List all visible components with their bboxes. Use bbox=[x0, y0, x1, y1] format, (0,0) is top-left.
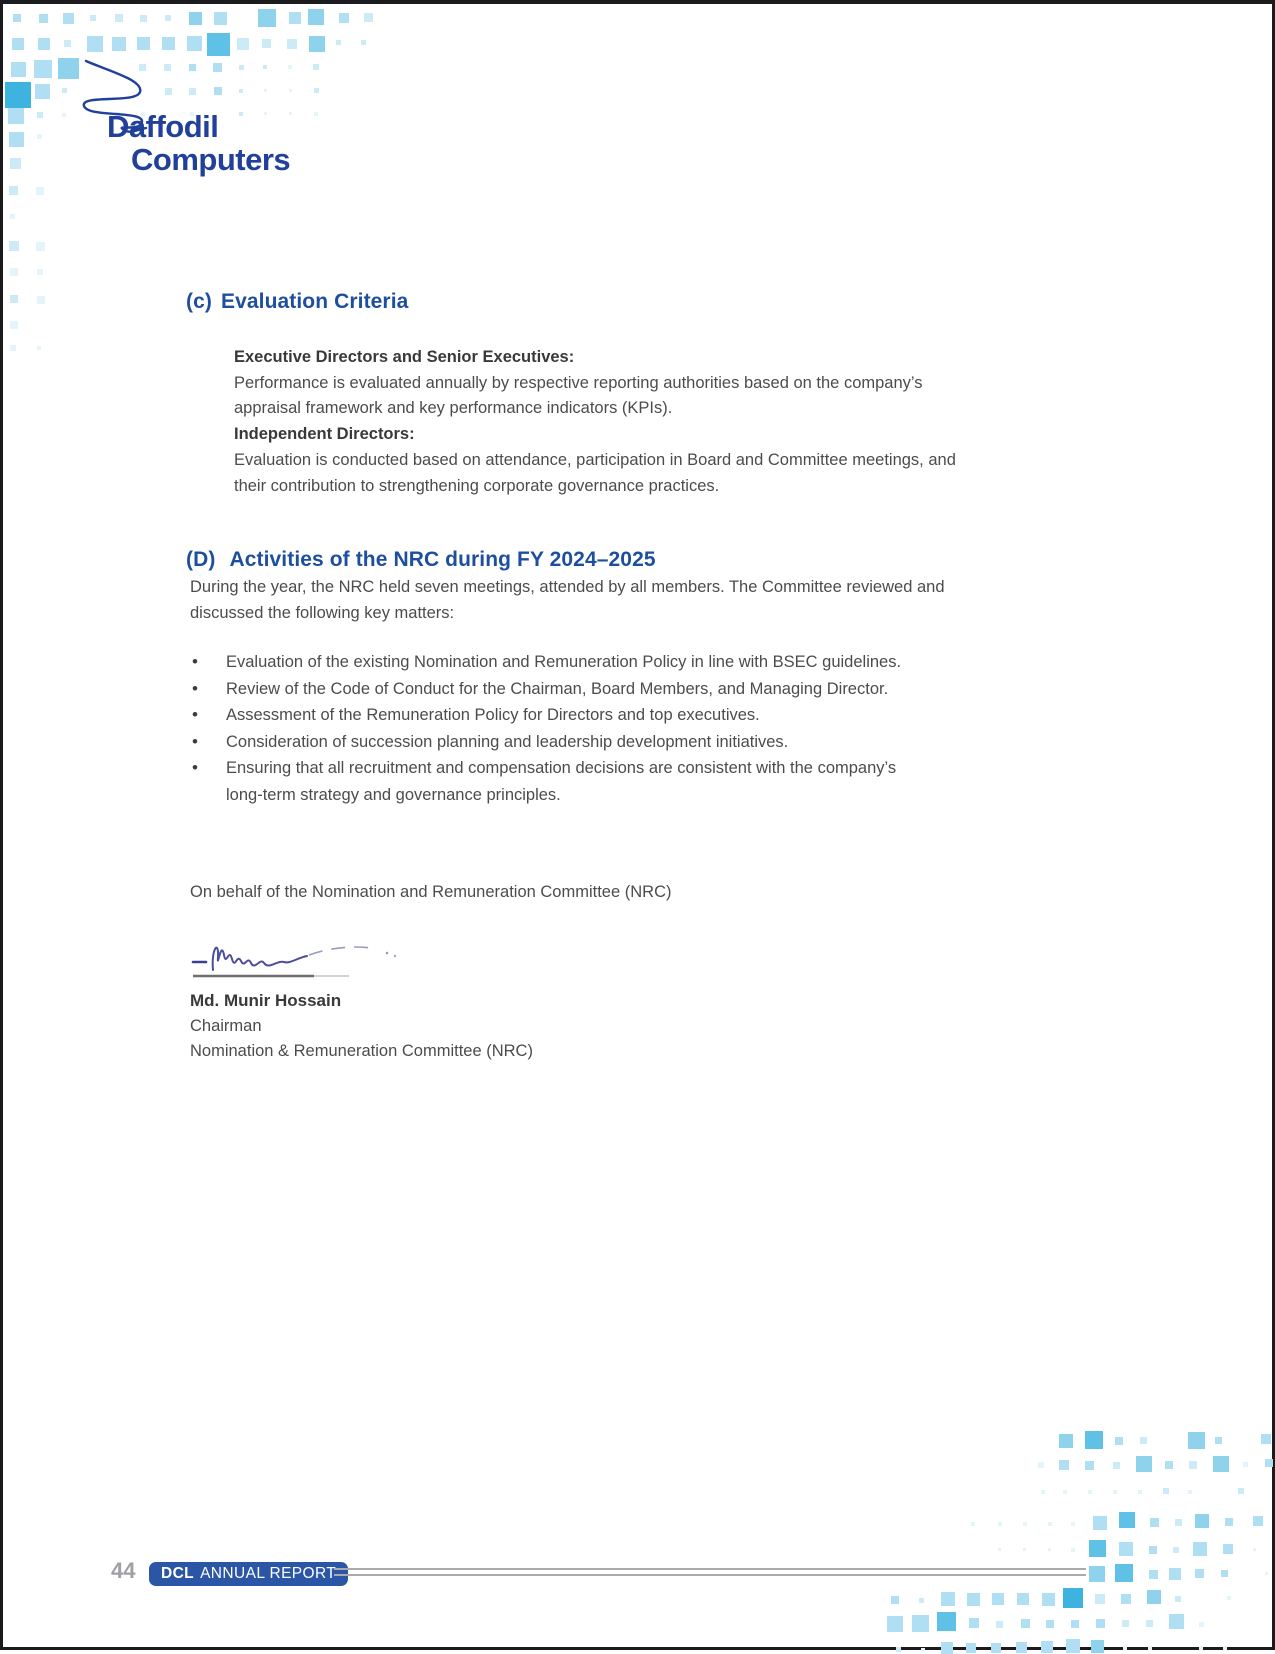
section-d-label: (D) bbox=[186, 548, 216, 571]
section-d-heading bbox=[186, 548, 656, 572]
list-item: • Consideration of succession planning and leadership development initiatives. bbox=[190, 729, 1020, 756]
signatory-title: Chairman bbox=[190, 1016, 262, 1035]
badge-dcl: DCL bbox=[161, 1565, 195, 1582]
on-behalf-line: On behalf of the Nomination and Remuneration Committee (NRC) bbox=[190, 883, 672, 901]
signatory-block bbox=[190, 988, 533, 1065]
exec-directors-heading: Executive Directors and Senior Executives: bbox=[234, 348, 575, 366]
report-title-badge bbox=[149, 1562, 348, 1586]
list-item-line2: long-term strategy and governance principles. bbox=[226, 785, 561, 804]
list-item-line1: • Ensuring that all recruitment and compensation decisions are consistent with the company’s bbox=[226, 759, 897, 778]
signature-image bbox=[189, 929, 419, 987]
badge-annual-report: ANNUAL REPORT bbox=[200, 1565, 337, 1582]
independent-directors-line1: Evaluation is conducted based on attendance, participation in Board and Committee meetings, and bbox=[234, 450, 956, 469]
nrc-matters-list bbox=[190, 649, 1020, 809]
list-item: • Review of the Code of Conduct for the Chairman, Board Members, and Managing Director. bbox=[190, 676, 1020, 703]
company-logo bbox=[107, 110, 290, 176]
section-d-intro-line1: During the year, the NRC held seven meetings, attended by all members. The Committee reviewed and bbox=[190, 578, 945, 596]
list-item: • Evaluation of the existing Nomination and Remuneration Policy in line with BSEC guidelines. bbox=[190, 649, 1020, 676]
exec-directors-line2: appraisal framework and key performance indicators (KPIs). bbox=[234, 399, 673, 418]
section-c-body bbox=[234, 345, 1034, 499]
list-item bbox=[190, 755, 1020, 808]
list-item: • Assessment of the Remuneration Policy for Directors and top executives. bbox=[190, 702, 1020, 729]
signatory-committee: Nomination & Remuneration Committee (NRC) bbox=[190, 1042, 533, 1061]
independent-directors-line2: their contribution to strengthening corporate governance practices. bbox=[234, 476, 720, 495]
logo-line1: Daffodil bbox=[107, 109, 219, 144]
section-c-heading bbox=[186, 290, 408, 314]
section-d-title: Activities of the NRC during FY 2024–2025 bbox=[229, 548, 656, 571]
section-c-label: (c) bbox=[186, 290, 212, 313]
signatory-name: Md. Munir Hossain bbox=[190, 991, 342, 1010]
section-c-title: Evaluation Criteria bbox=[220, 290, 409, 313]
exec-directors-line1: Performance is evaluated annually by respective reporting authorities based on the company’s bbox=[234, 373, 923, 392]
logo-line2: Computers bbox=[131, 142, 291, 177]
page-number: 44 bbox=[111, 1558, 136, 1583]
section-d-intro bbox=[190, 575, 1030, 626]
section-d-intro-line2: discussed the following key matters: bbox=[190, 603, 455, 622]
independent-directors-heading: Independent Directors: bbox=[234, 425, 415, 444]
mosaic-bottom-right bbox=[833, 1394, 1275, 1654]
